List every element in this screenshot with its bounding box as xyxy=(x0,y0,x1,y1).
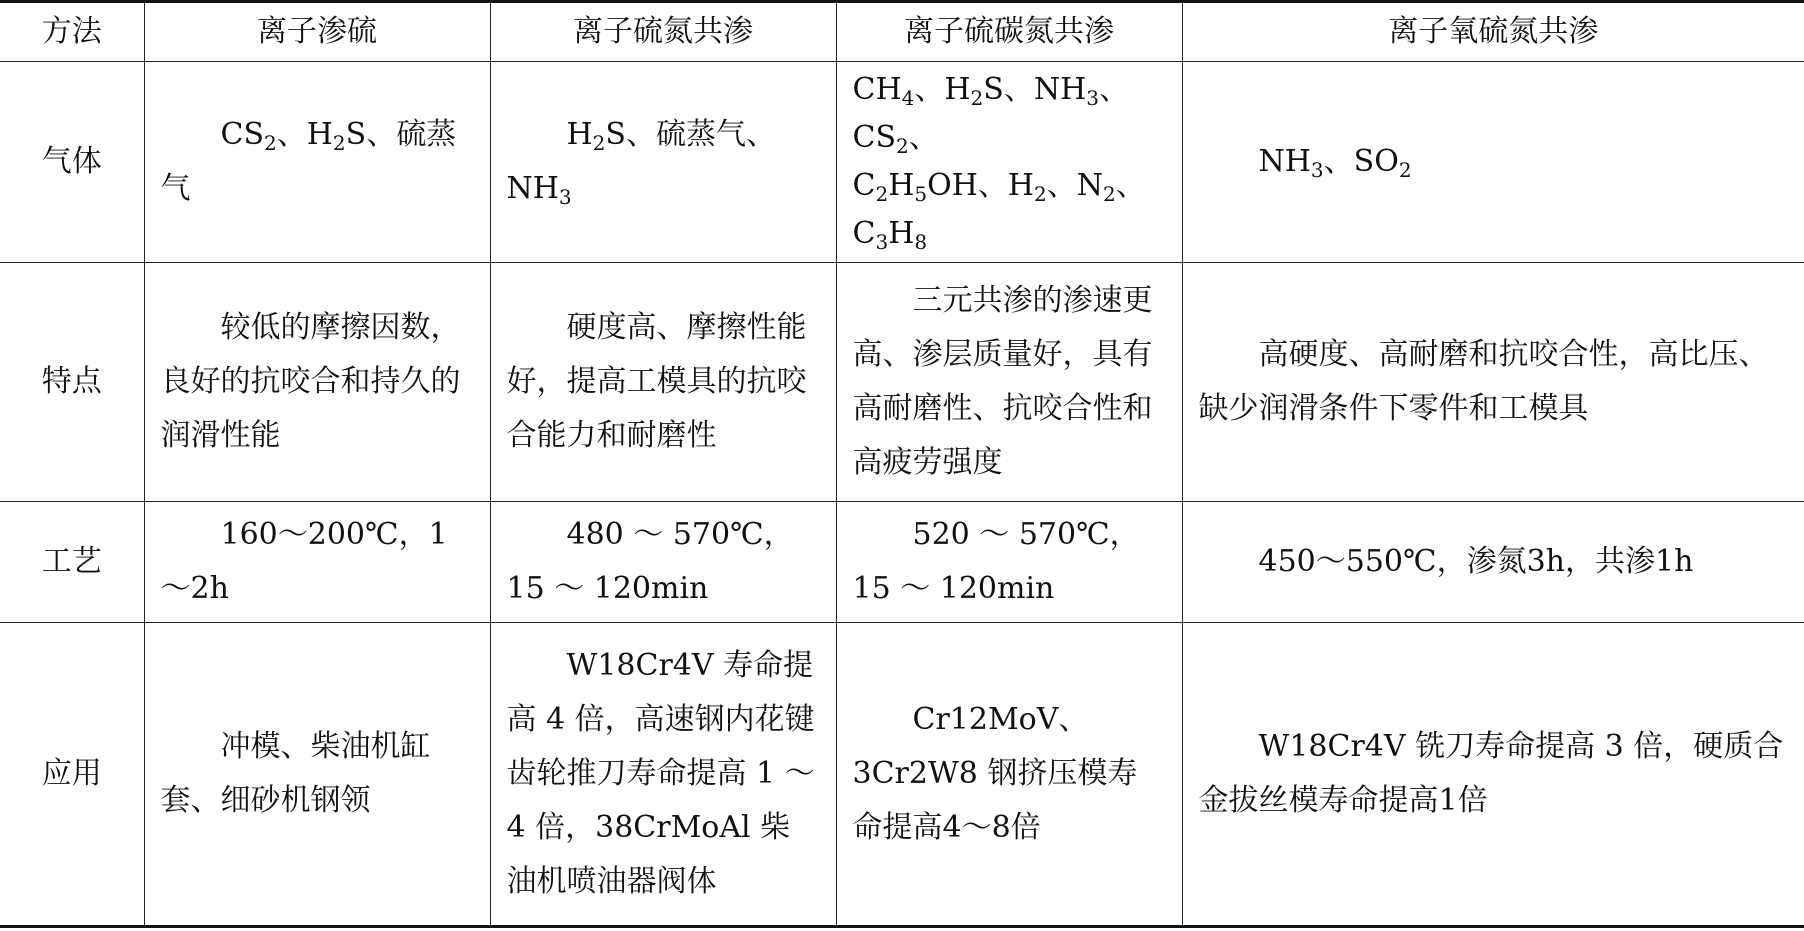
application-sulfocarbonitriding: Cr12MoV、3Cr2W8 钢挤压模寿命提高4～8倍 xyxy=(836,623,1182,927)
row-label-features: 特点 xyxy=(0,263,144,502)
features-oxysulfonitriding: 高硬度、高耐磨和抗咬合性，高比压、缺少润滑条件下零件和工模具 xyxy=(1182,263,1804,502)
process-sulfocarbonitriding: 520 ～ 570℃，15 ～ 120min xyxy=(836,502,1182,623)
header-method: 方法 xyxy=(0,2,144,62)
gas-row xyxy=(0,62,1804,263)
process-sulfonitriding: 480 ～ 570℃，15 ～ 120min xyxy=(490,502,836,623)
application-sulfonitriding: W18Cr4V 寿命提高 4 倍，高速钢内花键齿轮推刀寿命提高 1 ～ 4 倍，38CrMoAl 柴油机喷油器阀体 xyxy=(490,623,836,927)
application-sulfurizing: 冲模、柴油机缸套、细砂机钢领 xyxy=(144,623,490,927)
header-row xyxy=(0,2,1804,62)
gas-sulfonitriding: $H_2S$、硫蒸气、$NH_3$ xyxy=(490,62,836,263)
features-row xyxy=(0,263,1804,502)
row-label-process: 工艺 xyxy=(0,502,144,623)
gas-sulfurizing: $CS_2$、$H_2S$、硫蒸气 xyxy=(144,62,490,263)
features-sulfocarbonitriding: 三元共渗的渗速更高、渗层质量好，具有高耐磨性、抗咬合性和高疲劳强度 xyxy=(836,263,1182,502)
process-sulfurizing: 160～200℃，1～2h xyxy=(144,502,490,623)
application-oxysulfonitriding: W18Cr4V 铣刀寿命提高 3 倍，硬质合金拔丝模寿命提高1倍 xyxy=(1182,623,1804,927)
features-sulfurizing: 较低的摩擦因数，良好的抗咬合和持久的润滑性能 xyxy=(144,263,490,502)
features-sulfonitriding: 硬度高、摩擦性能好，提高工模具的抗咬合能力和耐磨性 xyxy=(490,263,836,502)
process-oxysulfonitriding: 450～550℃，渗氮3h，共渗1h xyxy=(1182,502,1804,623)
row-label-gas: 气体 xyxy=(0,62,144,263)
header-ion-sulfonitriding: 离子硫氮共渗 xyxy=(490,2,836,62)
header-ion-sulfocarbonitriding: 离子硫碳氮共渗 xyxy=(836,2,1182,62)
header-ion-oxysulfonitriding: 离子氧硫氮共渗 xyxy=(1182,2,1804,62)
process-row xyxy=(0,502,1804,623)
row-label-application: 应用 xyxy=(0,623,144,927)
application-row xyxy=(0,623,1804,927)
header-ion-sulfurizing: 离子渗硫 xyxy=(144,2,490,62)
gas-oxysulfonitriding: $NH_3$、$SO_2$ xyxy=(1182,62,1804,263)
gas-sulfocarbonitriding: $CH_4$、$H_2S$、$NH_3$、$CS_2$、 $C_2H_5OH$、$H_2$、$N_2$、$C_3H_8$ xyxy=(836,62,1182,263)
